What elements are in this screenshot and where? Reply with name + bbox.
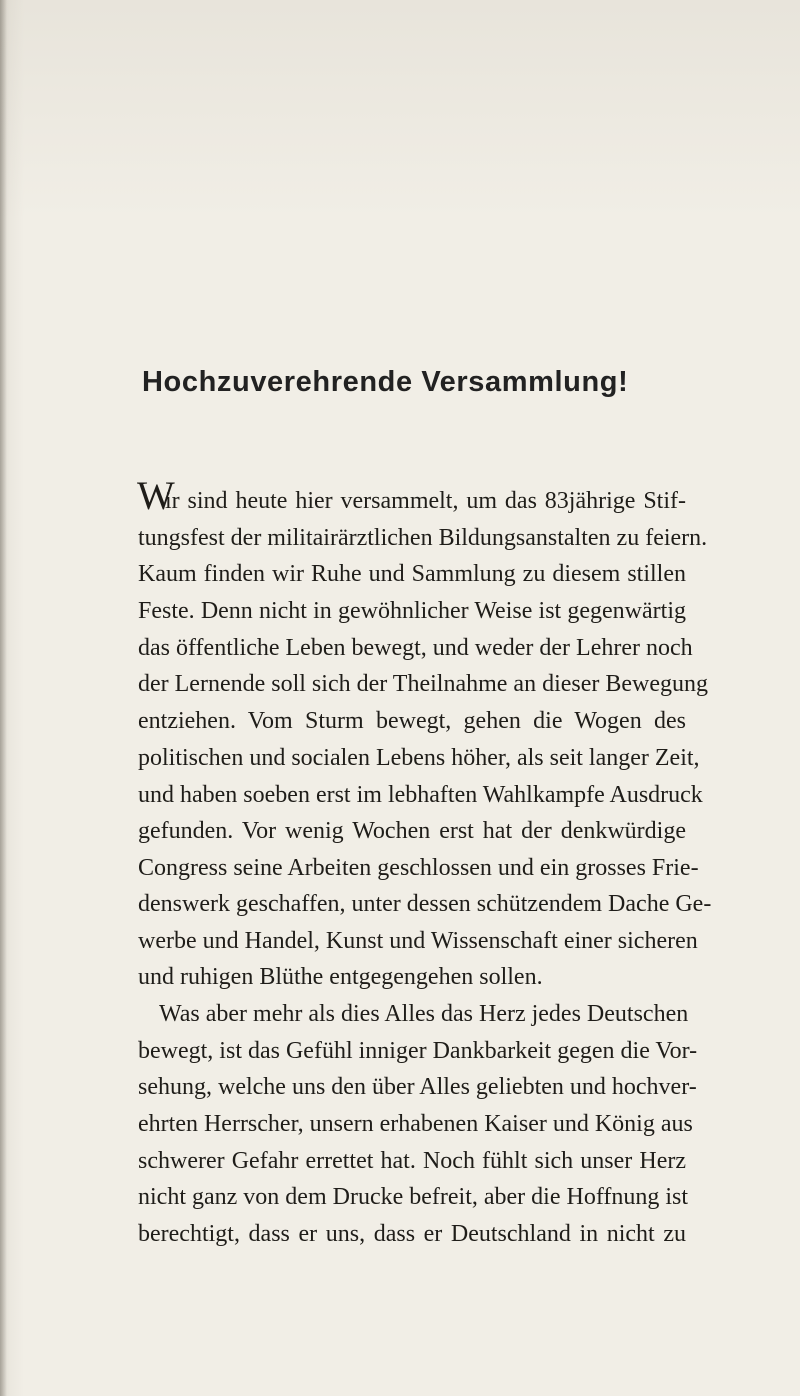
- text-line: Was aber mehr als dies Alles das Herz jedes Deutschen: [159, 1001, 689, 1027]
- text-line: nicht ganz von dem Drucke befreit, aber die Hoffnung ist: [138, 1184, 689, 1210]
- page-heading: Hochzuverehrende Versammlung!: [142, 366, 629, 398]
- drop-cap: W: [137, 473, 175, 518]
- text-line: das öffentliche Leben bewegt, und weder der Lehrer noch: [138, 635, 693, 661]
- text-line: und haben soeben erst im lebhaften Wahlkampfe Ausdruck: [138, 782, 703, 808]
- text-line: tungsfest der militairärztlichen Bildungsanstalten zu feiern.: [138, 525, 708, 551]
- text-line: der Lernende soll sich der Theilnahme an dieser Bewegung: [138, 671, 709, 697]
- text-line: werbe und Handel, Kunst und Wissenschaft einer sicheren: [138, 928, 698, 954]
- text-line: entziehen. Vom Sturm bewegt, gehen die Wogen des: [138, 708, 686, 734]
- text-line: denswerk geschaffen, unter dessen schützendem Dache Ge-: [138, 891, 712, 917]
- text-line: bewegt, ist das Gefühl inniger Dankbarkeit gegen die Vor-: [138, 1038, 698, 1064]
- text-line: sehung, welche uns den über Alles geliebten und hochver-: [138, 1074, 697, 1100]
- text-line: schwerer Gefahr errettet hat. Noch fühlt sich unser Herz: [138, 1148, 686, 1174]
- text-line: gefunden. Vor wenig Wochen erst hat der denkwürdige: [138, 818, 686, 844]
- text-line: politischen und socialen Lebens höher, als seit langer Zeit,: [138, 745, 700, 771]
- text-line: ehrten Herrscher, unsern erhabenen Kaiser und König aus: [138, 1111, 693, 1137]
- text-line: Kaum finden wir Ruhe und Sammlung zu diesem stillen: [138, 561, 686, 587]
- text-line: berechtigt, dass er uns, dass er Deutschland in nicht zu: [138, 1221, 686, 1247]
- text-line: und ruhigen Blüthe entgegengehen sollen.: [138, 964, 543, 990]
- text-line: ir sind heute hier versammelt, um das 83jährige Stif-: [165, 488, 686, 514]
- text-line: Congress seine Arbeiten geschlossen und ein grosses Frie-: [138, 855, 699, 881]
- text-line: Feste. Denn nicht in gewöhnlicher Weise ist gegenwärtig: [138, 598, 686, 624]
